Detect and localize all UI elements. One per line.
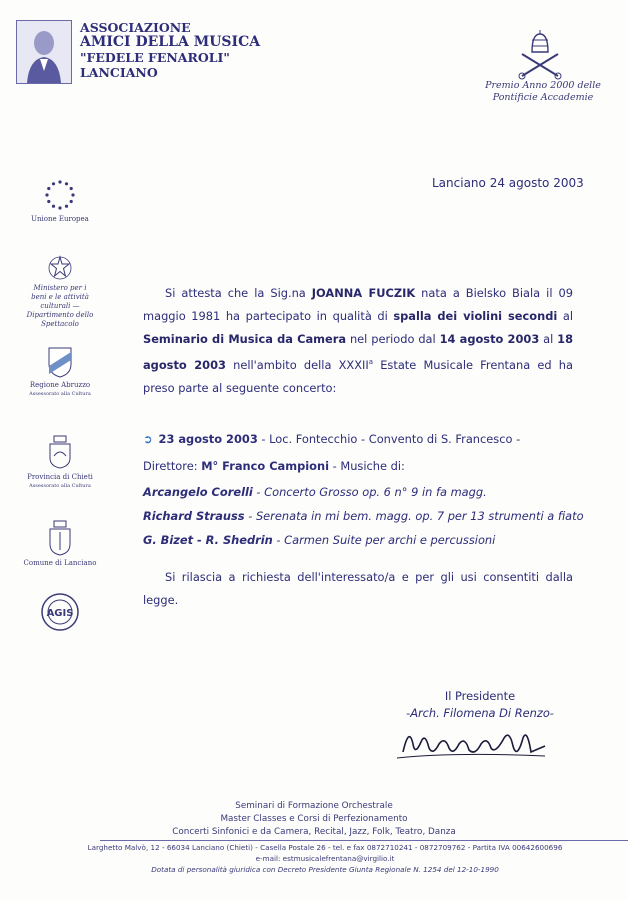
logo-ministero: [18, 255, 102, 329]
closing-paragraph: [143, 566, 573, 612]
assoc-line-4: LANCIANO: [80, 65, 158, 80]
closing-text: Si rilascia a richiesta dell'interessato/a e per gli usi consentiti dalla legge.: [143, 570, 573, 607]
text-fragment: al: [539, 332, 558, 346]
piece-row: [143, 509, 584, 523]
letter-date: Lanciano 24 agosto 2003: [432, 176, 584, 190]
footer-line-2: Master Classes e Corsi di Perfezionamento: [220, 814, 408, 824]
footer-email: e-mail: estmusicalefrentana@virgilio.it: [255, 854, 395, 863]
logo-comune-lanciano: [18, 520, 102, 568]
logo-provincia-chieti: [18, 434, 102, 491]
text-fragment: Si attesta che la Sig.na: [165, 286, 312, 300]
conductor-tail: - Musiche di:: [329, 459, 405, 473]
arrow-right-icon: ➲: [143, 432, 153, 446]
assoc-line-3: "FEDELE FENAROLI": [80, 50, 230, 65]
premio-line-1: Premio Anno 2000 delle: [485, 80, 601, 91]
concert-line: [143, 432, 520, 446]
association-name: [80, 20, 260, 80]
seminar-name: Seminario di Musica da Camera: [143, 332, 347, 346]
logo-unione-europea: [18, 178, 102, 224]
footer-line-1: Seminari di Formazione Orchestrale: [235, 801, 393, 811]
logo-sublabel: Assessorato alla Cultura: [29, 483, 91, 489]
period-end: 18 agosto 2003: [143, 332, 573, 372]
piece-composer: Richard Strauss: [143, 509, 245, 523]
eu-stars-icon: [43, 178, 77, 212]
text-fragment: nell'ambito della: [225, 357, 339, 372]
premio-caption: [478, 80, 608, 104]
conductor-name: M° Franco Campioni: [201, 459, 330, 473]
footer-legal-text: Dotata di personalità giuridica con Decreto Presidente Giunta Regionale N. 1254 del 12-10-1990: [151, 865, 499, 874]
logo-label: Provincia di Chieti: [27, 473, 93, 481]
papal-tiara-keys-icon: [510, 30, 570, 80]
logo-label: Unione Europea: [31, 215, 89, 223]
logo-label: Regione Abruzzo: [29, 381, 91, 389]
agis-text: AGIS: [46, 608, 74, 619]
president-name: -Arch. Filomena Di Renzo-: [406, 706, 554, 720]
logo-agis: [18, 592, 102, 635]
text-fragment: al: [557, 309, 573, 323]
concert-date: 23 agosto 2003: [158, 432, 258, 446]
text-fragment: nel periodo dal: [346, 332, 440, 346]
conductor-label: Direttore:: [143, 459, 202, 473]
edition-ordinal: a: [368, 358, 374, 366]
president-title: Il Presidente: [444, 689, 516, 703]
abruzzo-shield-icon: [47, 346, 73, 378]
piece-composer: G. Bizet - R. Shedrin: [143, 533, 273, 547]
agis-seal-icon: [40, 592, 80, 632]
period-start: 14 agosto 2003: [439, 332, 540, 346]
signature-image: [395, 722, 555, 770]
piece-work: - Carmen Suite per archi e percussioni: [272, 533, 496, 547]
footer-divider: [100, 840, 628, 841]
premio-line-2: Pontificie Accademie: [492, 92, 594, 103]
conductor-line: [143, 459, 405, 473]
logo-label: Ministero per i beni e le attività culturali — Dipartimento dello Spettacolo: [26, 284, 94, 328]
text-fragment: nata a Bielsko Biala il 09 maggio 1981 ha partecipato in qualità di: [143, 286, 573, 323]
attestation-paragraph: [143, 282, 573, 400]
piece-work: - Serenata in mi bem. magg. op. 7 per 13 strumenti a fiato: [244, 509, 584, 523]
student-name: JOANNA FUCZIK: [311, 286, 416, 300]
footer-address: Larghetto Malvò, 12 - 66034 Lanciano (Chieti) - Casella Postale 26 - tel. e fax 0872710241 - 0872709762 - Partita IVA 00642600696: [87, 843, 563, 852]
chieti-crest-icon: [45, 434, 75, 470]
logo-regione-abruzzo: [18, 346, 102, 399]
logo-sublabel: Assessorato alla Cultura: [29, 391, 91, 397]
logo-label: Comune di Lanciano: [23, 559, 97, 567]
edition-number: XXXII: [338, 357, 369, 372]
piece-row: [143, 485, 487, 499]
footer-legal: [70, 864, 580, 875]
footer-line-3: Concerti Sinfonici e da Camera, Recital, Jazz, Folk, Teatro, Danza: [172, 827, 456, 837]
lanciano-crest-icon: [47, 520, 73, 556]
founder-portrait: [16, 20, 72, 84]
piece-composer: Arcangelo Corelli: [143, 485, 253, 499]
student-role: spalla dei violini secondi: [393, 309, 558, 323]
text-fragment: Estate Musicale Frentana ed ha preso parte al seguente concerto:: [143, 357, 573, 395]
president-block: [380, 688, 580, 722]
assoc-line-1: ASSOCIAZIONE: [80, 20, 191, 35]
piece-work: - Concerto Grosso op. 6 n° 9 in fa magg.: [252, 485, 487, 499]
piece-row: [143, 533, 495, 547]
assoc-line-2: AMICI DELLA MUSICA: [80, 34, 261, 50]
italy-emblem-icon: [47, 255, 73, 281]
concert-place: - Loc. Fontecchio - Convento di S. Francesco -: [257, 432, 521, 446]
